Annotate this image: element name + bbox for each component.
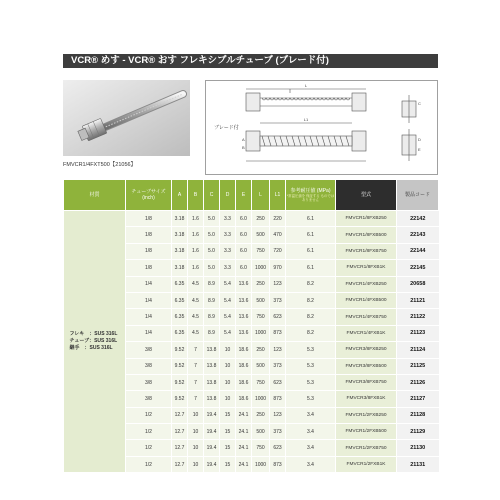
cell-d: 15 — [220, 456, 236, 472]
tube-diagram — [206, 81, 437, 174]
cell-p: 8.2 — [286, 325, 336, 341]
dim-e-label: E — [418, 147, 421, 152]
cell-p: 6.1 — [286, 211, 336, 227]
cell-model: FMVCR1/2FXB750 — [336, 440, 397, 456]
cell-model: FMVCR3/8FXB750 — [336, 374, 397, 390]
cell-e: 6.0 — [236, 211, 252, 227]
cell-size: 1/8 — [126, 211, 172, 227]
cell-product-code: 21131 — [397, 456, 439, 472]
cell-b: 10 — [188, 440, 204, 456]
cell-d: 3.3 — [220, 211, 236, 227]
cell-model: FMVCR3/8FXB1K — [336, 391, 397, 407]
cell-l1: 720 — [270, 243, 286, 259]
cell-l: 250 — [252, 211, 270, 227]
cell-l1: 123 — [270, 407, 286, 423]
flexible-tube-photo — [63, 80, 190, 156]
cell-d: 15 — [220, 407, 236, 423]
material-line: チューブ：SUS 316L — [69, 338, 118, 345]
cell-l: 250 — [252, 276, 270, 292]
cell-l1: 873 — [270, 456, 286, 472]
cell-model: FMVCR1/4FXB500 — [336, 292, 397, 308]
cell-l1: 373 — [270, 424, 286, 440]
cell-model: FMVCR1/2FXB1K — [336, 456, 397, 472]
cell-p: 3.4 — [286, 407, 336, 423]
cell-model: FMVCR3/8FXB250 — [336, 342, 397, 358]
cell-size: 1/4 — [126, 309, 172, 325]
cell-b: 7 — [188, 342, 204, 358]
cell-d: 10 — [220, 358, 236, 374]
col-e: E — [236, 180, 252, 211]
cell-l: 500 — [252, 358, 270, 374]
cell-a: 6.35 — [172, 309, 188, 325]
cell-l1: 873 — [270, 391, 286, 407]
col-d: D — [220, 180, 236, 211]
cell-e: 13.6 — [236, 325, 252, 341]
cell-a: 9.52 — [172, 374, 188, 390]
blade-label: ブレード付 — [214, 125, 239, 131]
cell-e: 6.0 — [236, 227, 252, 243]
cell-a: 12.7 — [172, 407, 188, 423]
cell-c: 13.8 — [204, 358, 220, 374]
cell-e: 18.6 — [236, 374, 252, 390]
material-line: 継手 ：SUS 316L — [69, 345, 113, 352]
cell-size: 1/8 — [126, 227, 172, 243]
cell-c: 8.9 — [204, 292, 220, 308]
col-code: 製品コード — [397, 180, 439, 211]
cell-b: 4.5 — [188, 309, 204, 325]
col-model: 型式 — [336, 180, 397, 211]
cell-d: 10 — [220, 342, 236, 358]
cell-p: 3.4 — [286, 424, 336, 440]
cell-a: 3.18 — [172, 211, 188, 227]
cell-product-code: 22145 — [397, 260, 439, 276]
cell-a: 12.7 — [172, 424, 188, 440]
cell-product-code: 21129 — [397, 424, 439, 440]
cell-model: FMVCR1/4FXB250 — [336, 276, 397, 292]
material-cell — [64, 211, 126, 473]
table-header-row — [64, 180, 439, 211]
cell-b: 10 — [188, 407, 204, 423]
dim-l-label: L — [304, 83, 308, 88]
cell-product-code: 21123 — [397, 325, 439, 341]
cell-l1: 373 — [270, 292, 286, 308]
cell-size: 1/4 — [126, 325, 172, 341]
cell-l1: 373 — [270, 358, 286, 374]
cell-c: 8.9 — [204, 276, 220, 292]
cell-l: 250 — [252, 342, 270, 358]
cell-e: 18.6 — [236, 342, 252, 358]
cell-product-code: 21127 — [397, 391, 439, 407]
cell-d: 10 — [220, 374, 236, 390]
cell-b: 4.5 — [188, 325, 204, 341]
cell-c: 5.0 — [204, 260, 220, 276]
cell-e: 13.6 — [236, 276, 252, 292]
cell-product-code: 21128 — [397, 407, 439, 423]
cell-b: 4.5 — [188, 276, 204, 292]
cell-l: 500 — [252, 292, 270, 308]
col-c: C — [204, 180, 220, 211]
cell-product-code: 22143 — [397, 227, 439, 243]
cell-p: 6.1 — [286, 260, 336, 276]
cell-e: 24.1 — [236, 440, 252, 456]
cell-c: 19.4 — [204, 407, 220, 423]
cell-a: 12.7 — [172, 440, 188, 456]
col-pressure — [286, 180, 336, 211]
cell-p: 5.3 — [286, 358, 336, 374]
cell-l: 1000 — [252, 260, 270, 276]
cell-l: 750 — [252, 440, 270, 456]
cell-c: 5.0 — [204, 243, 220, 259]
table-body — [64, 211, 439, 473]
cell-l1: 123 — [270, 276, 286, 292]
cell-size: 1/4 — [126, 276, 172, 292]
pressure-title: 参考耐圧値 (MPa) — [290, 188, 331, 194]
cell-size: 3/8 — [126, 342, 172, 358]
cell-b: 10 — [188, 424, 204, 440]
photo-caption: FMVCR1/4FXT500【21056】 — [63, 162, 137, 168]
cell-model: FMVCR1/8FXB1K — [336, 260, 397, 276]
cell-a: 6.35 — [172, 292, 188, 308]
cell-l: 1000 — [252, 456, 270, 472]
cell-size: 1/8 — [126, 260, 172, 276]
cell-b: 4.5 — [188, 292, 204, 308]
cell-e: 24.1 — [236, 424, 252, 440]
cell-p: 8.2 — [286, 276, 336, 292]
cell-l1: 970 — [270, 260, 286, 276]
cell-product-code: 21130 — [397, 440, 439, 456]
cell-size: 1/4 — [126, 292, 172, 308]
cell-e: 6.0 — [236, 243, 252, 259]
cell-b: 7 — [188, 358, 204, 374]
cell-p: 6.1 — [286, 243, 336, 259]
dim-l1-label: L1 — [303, 117, 309, 122]
cell-p: 3.4 — [286, 456, 336, 472]
cell-c: 5.0 — [204, 211, 220, 227]
cell-d: 5.4 — [220, 276, 236, 292]
cell-l1: 470 — [270, 227, 286, 243]
cell-size: 3/8 — [126, 358, 172, 374]
cell-model: FMVCR1/8FXB500 — [336, 227, 397, 243]
cell-product-code: 21124 — [397, 342, 439, 358]
cell-product-code: 22142 — [397, 211, 439, 227]
cell-model: FMVCR1/4FXB1K — [336, 325, 397, 341]
col-a: A — [172, 180, 188, 211]
table-row — [64, 211, 439, 227]
cell-d: 5.4 — [220, 325, 236, 341]
cell-p: 3.4 — [286, 440, 336, 456]
cell-d: 3.3 — [220, 243, 236, 259]
cell-model: FMVCR1/2FXB250 — [336, 407, 397, 423]
col-l1: L1 — [270, 180, 286, 211]
cell-a: 3.18 — [172, 243, 188, 259]
cell-a: 9.52 — [172, 342, 188, 358]
dimension-drawing — [205, 80, 438, 175]
cell-l1: 623 — [270, 309, 286, 325]
cell-l: 1000 — [252, 325, 270, 341]
cell-d: 3.3 — [220, 260, 236, 276]
col-material: 材質 — [64, 180, 126, 211]
product-photo — [63, 80, 190, 156]
material-line: フレキ ：SUS 316L — [69, 331, 118, 338]
cell-l1: 873 — [270, 325, 286, 341]
cell-size: 3/8 — [126, 374, 172, 390]
cell-a: 9.52 — [172, 391, 188, 407]
cell-l1: 623 — [270, 374, 286, 390]
cell-e: 18.6 — [236, 358, 252, 374]
cell-size: 1/2 — [126, 440, 172, 456]
cell-size: 3/8 — [126, 391, 172, 407]
cell-c: 8.9 — [204, 325, 220, 341]
cell-l: 750 — [252, 243, 270, 259]
cell-a: 6.35 — [172, 325, 188, 341]
cell-c: 13.8 — [204, 374, 220, 390]
cell-a: 6.35 — [172, 276, 188, 292]
cell-l1: 123 — [270, 342, 286, 358]
cell-d: 10 — [220, 391, 236, 407]
cell-p: 8.2 — [286, 292, 336, 308]
cell-d: 5.4 — [220, 309, 236, 325]
col-tube-size: チューブサイズ (inch) — [126, 180, 172, 211]
cell-b: 10 — [188, 456, 204, 472]
cell-c: 13.8 — [204, 391, 220, 407]
cell-b: 1.6 — [188, 211, 204, 227]
cell-l: 750 — [252, 374, 270, 390]
cell-b: 7 — [188, 391, 204, 407]
cell-model: FMVCR1/8FXB250 — [336, 211, 397, 227]
col-l: L — [252, 180, 270, 211]
cell-product-code: 21121 — [397, 292, 439, 308]
dim-a-label: A — [242, 137, 245, 142]
dim-d-label: D — [418, 137, 421, 142]
cell-product-code: 22144 — [397, 243, 439, 259]
cell-model: FMVCR3/8FXB500 — [336, 358, 397, 374]
cell-size: 1/2 — [126, 456, 172, 472]
catalog-header: VCR® めす - VCR® おす フレキシブルチューブ (ブレード付) — [63, 54, 438, 68]
cell-l: 1000 — [252, 391, 270, 407]
cell-p: 8.2 — [286, 309, 336, 325]
cell-product-code: 20658 — [397, 276, 439, 292]
cell-b: 1.6 — [188, 227, 204, 243]
cell-product-code: 21126 — [397, 374, 439, 390]
cell-p: 6.1 — [286, 227, 336, 243]
dim-b-label: B — [242, 145, 245, 150]
cell-e: 24.1 — [236, 456, 252, 472]
cell-model: FMVCR1/2FXB500 — [336, 424, 397, 440]
cell-l: 250 — [252, 407, 270, 423]
cell-p: 5.3 — [286, 391, 336, 407]
cell-d: 3.3 — [220, 227, 236, 243]
cell-d: 15 — [220, 424, 236, 440]
cell-l: 750 — [252, 309, 270, 325]
cell-l: 500 — [252, 424, 270, 440]
cell-product-code: 21125 — [397, 358, 439, 374]
cell-e: 18.6 — [236, 391, 252, 407]
cell-b: 1.6 — [188, 260, 204, 276]
cell-d: 15 — [220, 440, 236, 456]
cell-b: 1.6 — [188, 243, 204, 259]
pressure-note: *常温圧値を 保証する ものではありません — [286, 194, 335, 202]
cell-c: 13.8 — [204, 342, 220, 358]
cell-size: 1/2 — [126, 407, 172, 423]
cell-a: 9.52 — [172, 358, 188, 374]
cell-e: 13.6 — [236, 309, 252, 325]
cell-a: 3.18 — [172, 260, 188, 276]
cell-model: FMVCR1/4FXB750 — [336, 309, 397, 325]
dim-c-label: C — [418, 101, 421, 106]
cell-product-code: 21122 — [397, 309, 439, 325]
spec-table — [63, 179, 439, 473]
cell-e: 13.6 — [236, 292, 252, 308]
cell-l: 500 — [252, 227, 270, 243]
cell-model: FMVCR1/8FXB750 — [336, 243, 397, 259]
cell-e: 6.0 — [236, 260, 252, 276]
cell-c: 8.9 — [204, 309, 220, 325]
cell-a: 3.18 — [172, 227, 188, 243]
cell-p: 5.3 — [286, 374, 336, 390]
cell-c: 19.4 — [204, 456, 220, 472]
col-b: B — [188, 180, 204, 211]
cell-c: 19.4 — [204, 424, 220, 440]
cell-c: 19.4 — [204, 440, 220, 456]
cell-size: 1/8 — [126, 243, 172, 259]
cell-l1: 623 — [270, 440, 286, 456]
cell-d: 5.4 — [220, 292, 236, 308]
cell-a: 12.7 — [172, 456, 188, 472]
cell-p: 5.3 — [286, 342, 336, 358]
cell-size: 1/2 — [126, 424, 172, 440]
cell-l1: 220 — [270, 211, 286, 227]
cell-c: 5.0 — [204, 227, 220, 243]
cell-b: 7 — [188, 374, 204, 390]
cell-e: 24.1 — [236, 407, 252, 423]
